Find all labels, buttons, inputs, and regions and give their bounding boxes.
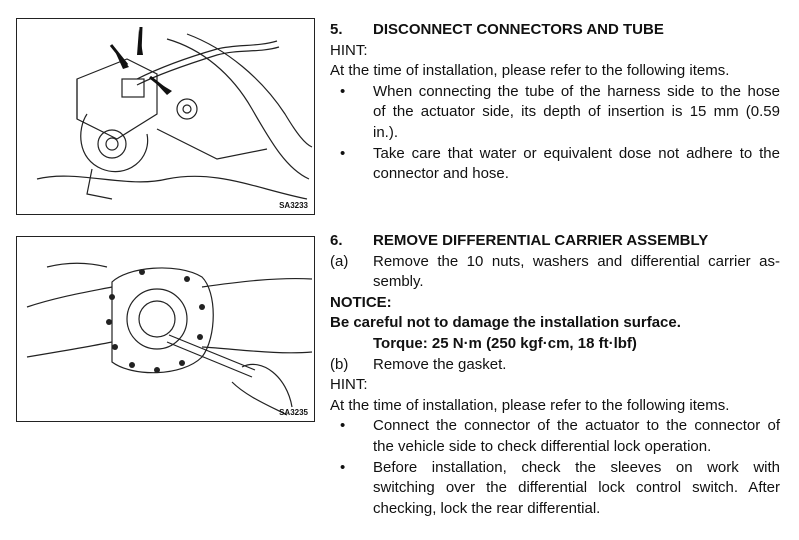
bullet-text-line: Before installation, check the sleeves on work with [373,458,780,476]
torque-spec: Torque: 25 N·m (250 kgf·cm, 18 ft·lbf) [373,334,637,352]
substep-b [330,355,780,376]
bullet-item [330,416,780,437]
bullet-text-line: switching over the differential lock control switch. After [373,479,780,497]
substep-text-line: sembly. [373,273,424,291]
bullet-text-line: of the actuator side, its depth of insertion is 15 mm (0.59 [373,103,780,121]
substep-a [330,252,780,273]
step6-heading [330,231,780,252]
bullet-icon: • [340,417,346,435]
bullet-icon: • [340,82,346,100]
hint-label: HINT: [330,376,368,394]
bullet-text-line: Take care that water or equivalent dose not adhere to the [373,144,780,162]
differential-illustration [17,237,313,420]
substep-text-line: Remove the 10 nuts, washers and differential carrier as- [373,252,780,270]
intro-text: At the time of installation, please refer to the following items. [330,396,730,414]
bullet-item [330,82,780,103]
bullet-text-line: the vehicle side to check differential lock operation. [373,437,712,455]
notice-text: Be careful not to damage the installation surface. [330,314,681,332]
substep-label: (a) [330,252,349,270]
step-number: 5. [330,21,343,38]
bullet-text-line: checking, lock the rear differential. [373,499,601,517]
step-title: DISCONNECT CONNECTORS AND TUBE [373,21,664,38]
step5-section [330,20,780,185]
step5-heading [330,20,780,41]
bullet-text-line: When connecting the tube of the harness side to the hose [373,82,780,100]
bullet-text-line: in.). [373,123,399,141]
substep-text-line: Remove the gasket. [373,355,507,373]
step-number: 6. [330,232,343,249]
bullet-icon: • [340,458,346,476]
bullet-text-line: Connect the connector of the actuator to the connector of [373,417,780,435]
substep-label: (b) [330,355,349,373]
figure-id: SA3233 [279,201,308,210]
figure-actuator-connector [16,18,315,215]
figure-id: SA3235 [279,408,308,417]
actuator-illustration [17,19,313,213]
bullet-icon: • [340,144,346,162]
hint-label: HINT: [330,41,368,59]
intro-text: At the time of installation, please refer to the following items. [330,62,730,80]
bullet-item [330,458,780,479]
bullet-text-line: connector and hose. [373,165,509,183]
figure-differential-carrier [16,236,315,422]
notice-label: NOTICE: [330,293,392,311]
step-title: REMOVE DIFFERENTIAL CARRIER ASSEMBLY [373,232,709,249]
bullet-item [330,144,780,165]
step6-section [330,231,780,519]
